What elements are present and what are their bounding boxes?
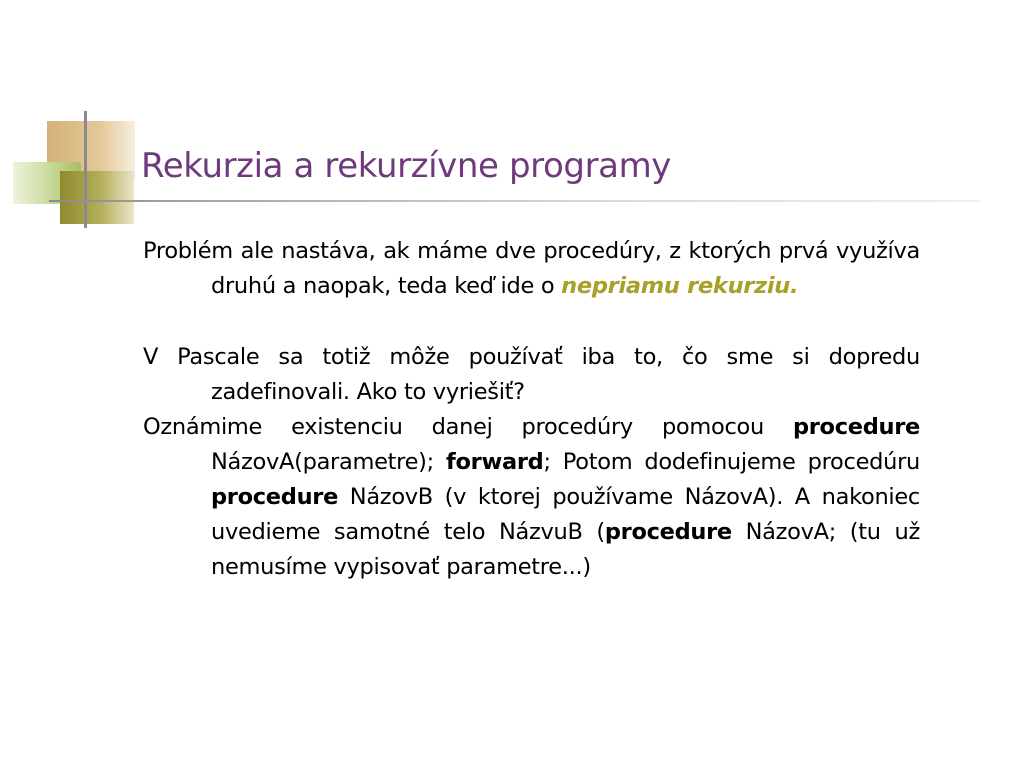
paragraph-forward-declaration [143,410,920,585]
keyword-procedure: procedure [211,484,339,510]
slide-body [143,234,920,585]
keyword-procedure: procedure [792,414,920,440]
decorative-corner-graphic [0,0,150,240]
paragraph-text: Oznámime existenciu danej procedúry pomocou [143,414,793,440]
paragraph-text: NázovA(parametre); [211,449,447,475]
paragraph-text: Problém ale nastáva, ak máme dve procedúry, z ktorých prvá využíva druhú a naopak, teda keď ide o [143,238,920,299]
keyword-procedure: procedure [604,519,732,545]
paragraph-text: V Pascale sa totiž môže používať iba to, čo sme si dopredu zadefinovali. Ako to vyriešiť? [143,344,920,405]
paragraph-text: NázovB (v ktorej používame NázovA). A nakoniec uvedieme samotné telo NázvuB ( [211,484,920,545]
slide-title: Rekurzia a rekurzívne programy [141,146,672,186]
keyword-forward: forward [446,449,544,475]
decorative-olive-square [60,171,134,224]
paragraph-pascale [143,340,920,410]
title-underline [49,200,980,202]
paragraph-indirect-recursion [143,234,920,304]
decorative-vertical-line [84,111,87,228]
paragraph-text: NázovA; (tu už nemusíme vypisovať parametre...) [211,519,920,580]
emphasis-text: nepriamu rekurziu. [561,273,799,299]
paragraph-text: ; Potom dodefinujeme procedúru [543,449,920,475]
